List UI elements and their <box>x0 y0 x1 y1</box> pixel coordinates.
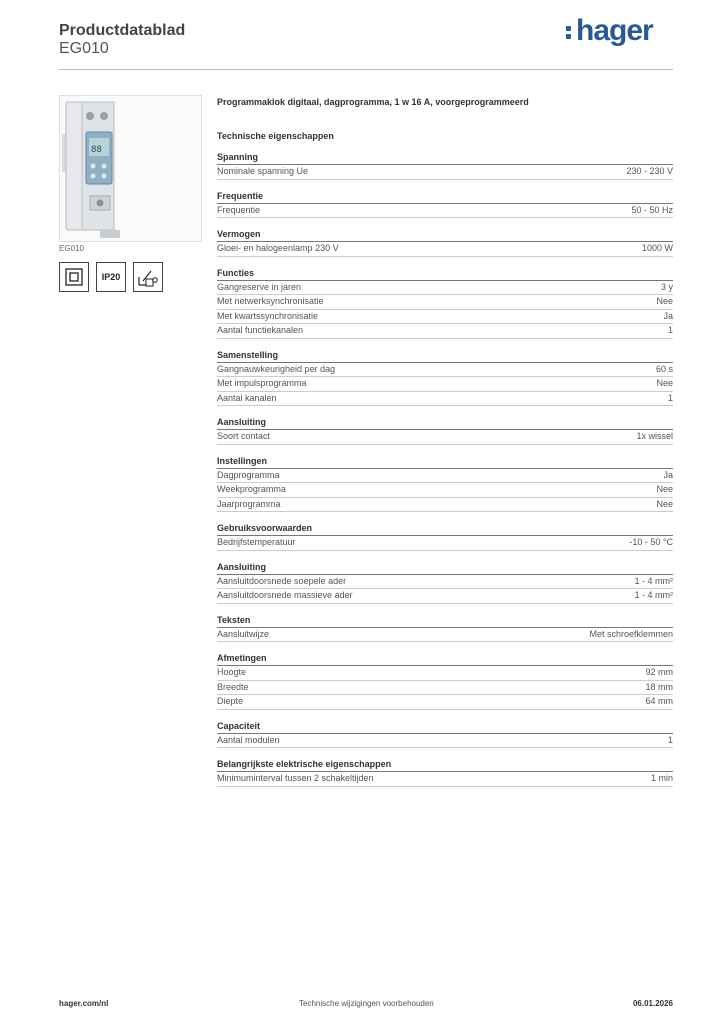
spec-value: 18 mm <box>645 681 673 692</box>
spec-label: Met impulsprogramma <box>217 378 307 388</box>
spec-row <box>217 430 673 445</box>
spec-value: 1 - 4 mm² <box>634 575 673 586</box>
spec-label: Minimuminterval tussen 2 schakeltijden <box>217 773 374 783</box>
header-divider <box>59 69 673 70</box>
spec-section <box>217 652 673 710</box>
spec-section <box>217 720 673 749</box>
section-title: Spanning <box>217 151 673 165</box>
spec-row <box>217 498 673 513</box>
section-title: Aansluiting <box>217 416 673 430</box>
spec-section <box>217 151 673 180</box>
spec-section <box>217 228 673 257</box>
spec-value: 92 mm <box>645 667 673 677</box>
logo-text: hager <box>576 14 653 47</box>
spec-value: 230 - 230 V <box>626 166 673 176</box>
spec-value: 64 mm <box>645 696 673 706</box>
spec-section <box>217 416 673 445</box>
spec-section <box>217 522 673 551</box>
hager-logo <box>566 14 653 48</box>
product-title: Programmaklok digitaal, dagprogramma, 1 w 16 A, voorgeprogrammeerd <box>217 97 529 107</box>
spec-row <box>217 772 673 787</box>
section-title: Teksten <box>217 614 673 628</box>
spec-value: 1 <box>667 392 673 403</box>
spec-row <box>217 469 673 484</box>
spec-value: Met schroefklemmen <box>589 628 673 639</box>
section-title: Aansluiting <box>217 561 673 575</box>
spec-panel <box>217 95 673 787</box>
section-title: Instellingen <box>217 455 673 469</box>
logo-dots-icon <box>566 23 574 42</box>
contact-switch-icon <box>133 262 163 292</box>
spec-label: Aansluitwijze <box>217 628 270 639</box>
spec-row <box>217 165 673 180</box>
spec-value: 50 - 50 Hz <box>631 204 673 215</box>
tech-title: Technische eigenschappen <box>217 131 334 141</box>
spec-label: Met kwartssynchronisatie <box>217 310 319 321</box>
spec-label: Breedte <box>217 681 249 692</box>
spec-label: Gloei- en halogeenlamp 230 V <box>217 243 339 253</box>
spec-label: Hoogte <box>217 667 247 677</box>
section-title: Afmetingen <box>217 652 673 666</box>
spec-row <box>217 310 673 325</box>
section-title: Belangrijkste elektrische eigenschappen <box>217 758 673 772</box>
spec-label: Bedrijfstemperatuur <box>217 537 296 547</box>
spec-row <box>217 377 673 392</box>
section-title: Capaciteit <box>217 720 673 734</box>
spec-row <box>217 628 673 643</box>
page-title: Productdatablad <box>59 22 186 39</box>
spec-label: Weekprogramma <box>217 484 286 494</box>
spec-label: Nominale spanning Ue <box>217 166 309 176</box>
certification-icons <box>59 262 163 292</box>
spec-row <box>217 281 673 296</box>
section-title: Gebruiksvoorwaarden <box>217 522 673 536</box>
spec-value: Ja <box>663 310 673 321</box>
spec-value: Ja <box>663 469 673 480</box>
spec-row <box>217 392 673 407</box>
spec-label: Aansluitdoorsnede soepele ader <box>217 575 347 586</box>
spec-value: 60 s <box>655 363 673 374</box>
footer-date: 06.01.2026 <box>632 999 673 1008</box>
spec-label: Dagprogramma <box>217 469 280 480</box>
image-caption: EG010 <box>59 244 84 253</box>
spec-value: 1 - 4 mm² <box>634 590 673 600</box>
spec-label: Aantal kanalen <box>217 392 277 403</box>
spec-row <box>217 295 673 310</box>
spec-row <box>217 695 673 710</box>
spec-value: 1x wissel <box>636 431 673 441</box>
spec-row <box>217 575 673 590</box>
section-title: Frequentie <box>217 190 673 204</box>
ip20-icon: IP20 <box>96 262 126 292</box>
product-image <box>59 95 202 242</box>
spec-label: Jaarprogramma <box>217 498 281 509</box>
spec-section <box>217 614 673 643</box>
spec-row <box>217 242 673 257</box>
spec-row <box>217 681 673 696</box>
spec-row <box>217 324 673 339</box>
spec-value: 1 min <box>650 773 673 783</box>
double-insulation-icon <box>59 262 89 292</box>
spec-label: Aansluitdoorsnede massieve ader <box>217 590 353 600</box>
spec-value: Nee <box>656 498 673 509</box>
timer-device-illustration <box>60 96 201 241</box>
spec-label: Gangreserve in jaren <box>217 281 302 292</box>
spec-label: Diepte <box>217 696 244 706</box>
spec-row <box>217 589 673 604</box>
footer-disclaimer: Technische wijzigingen voorbehouden <box>299 999 434 1008</box>
spec-row <box>217 536 673 551</box>
spec-section <box>217 349 673 407</box>
spec-label: Met netwerksynchronisatie <box>217 296 324 306</box>
spec-value: Nee <box>656 484 673 494</box>
svg-text:88: 88 <box>91 145 102 155</box>
spec-label: Aantal functiekanalen <box>217 325 304 335</box>
spec-sections <box>217 151 673 787</box>
spec-value: Nee <box>656 378 673 388</box>
spec-section <box>217 267 673 339</box>
product-code: EG010 <box>59 40 109 57</box>
spec-row <box>217 204 673 219</box>
spec-label: Frequentie <box>217 204 261 215</box>
spec-row <box>217 483 673 498</box>
spec-value: 1 <box>667 734 673 745</box>
spec-section <box>217 758 673 787</box>
spec-value: 1 <box>667 325 673 335</box>
footer-url[interactable]: hager.com/nl <box>59 999 109 1008</box>
spec-value: Nee <box>656 296 673 306</box>
spec-label: Soort contact <box>217 431 271 441</box>
spec-row <box>217 734 673 749</box>
spec-value: -10 - 50 °C <box>629 537 673 547</box>
spec-section <box>217 190 673 219</box>
spec-label: Aantal modulen <box>217 734 280 745</box>
section-title: Samenstelling <box>217 349 673 363</box>
section-title: Vermogen <box>217 228 673 242</box>
spec-label: Gangnauwkeurigheid per dag <box>217 363 336 374</box>
spec-section <box>217 455 673 513</box>
spec-row <box>217 363 673 378</box>
spec-row <box>217 666 673 681</box>
spec-value: 1000 W <box>641 243 673 253</box>
spec-section <box>217 561 673 604</box>
spec-value: 3 y <box>660 281 673 292</box>
section-title: Functies <box>217 267 673 281</box>
